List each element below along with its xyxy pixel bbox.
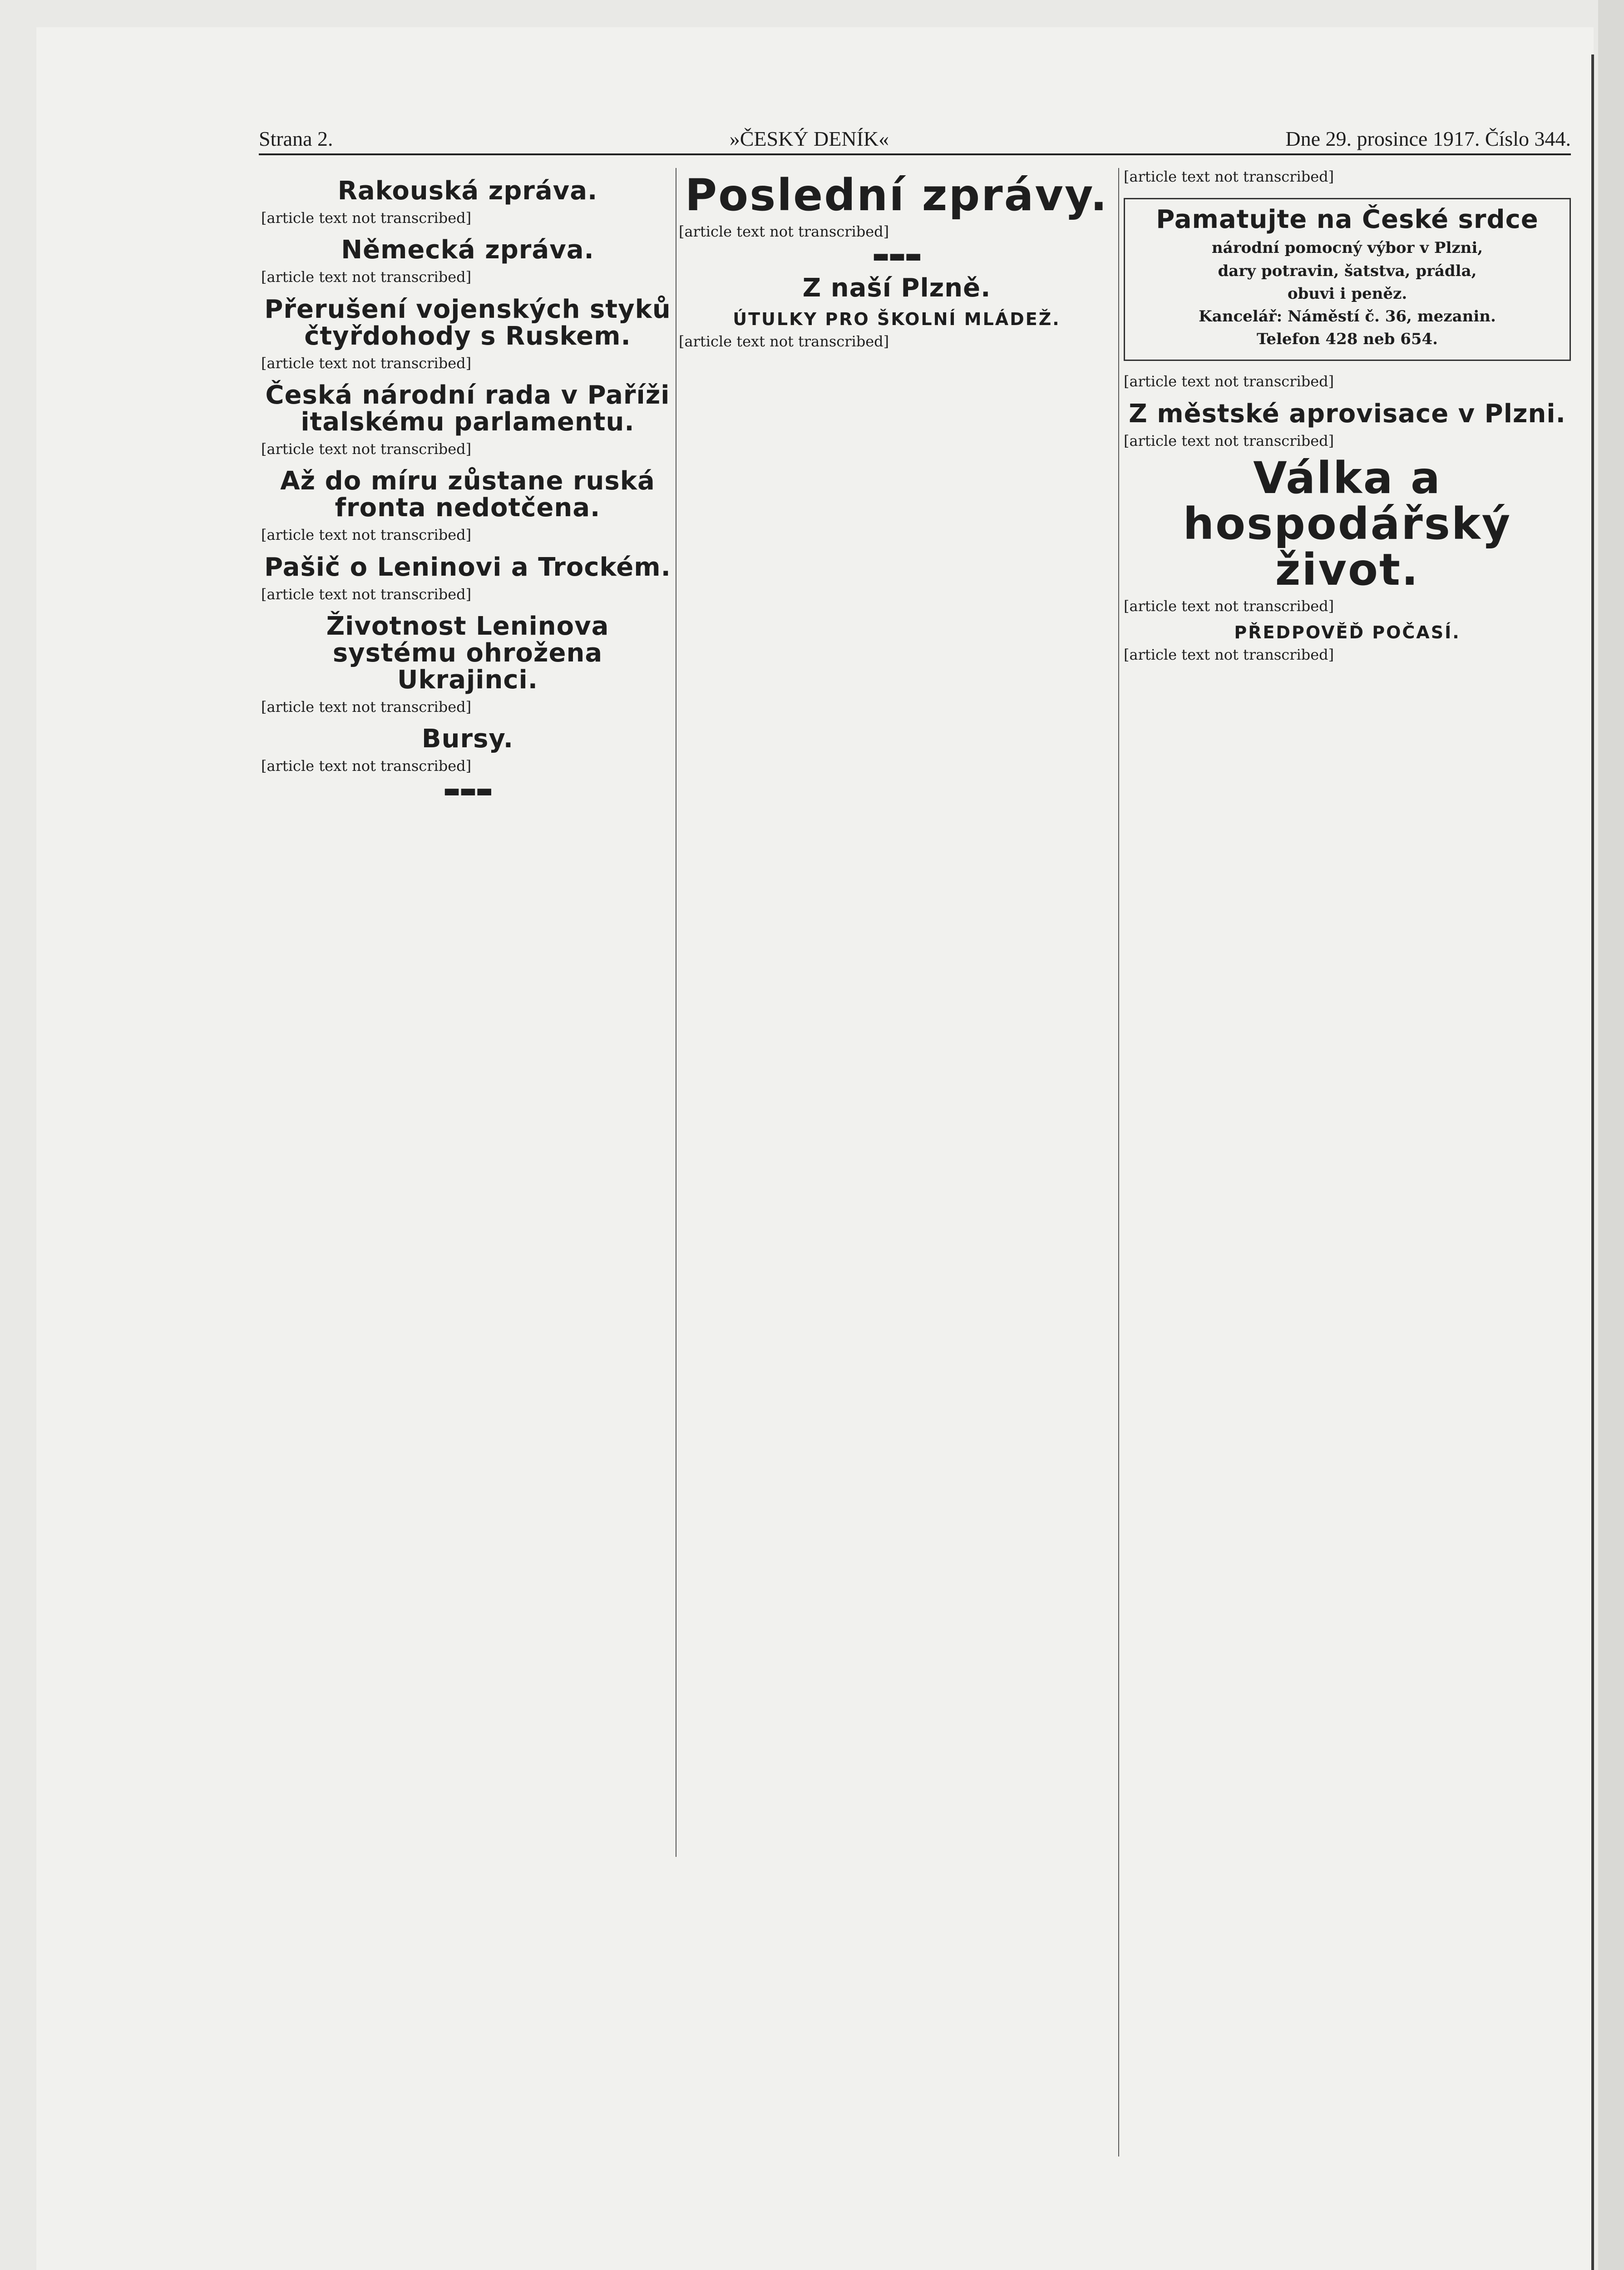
notice-line: dary potravin, šatstva, prádla,	[1218, 262, 1477, 280]
article-headline: Životnost Leninova systému ohrožena Ukrajinci.	[326, 612, 609, 695]
article-paragraph: [article text not transcribed]	[679, 222, 889, 240]
article-headline: Pašič o Leninovi a Trockém.	[264, 552, 671, 582]
article-paragraph: [article text not transcribed]	[261, 526, 472, 544]
article-paragraph: [article text not transcribed]	[1124, 168, 1334, 185]
binding-edge	[1591, 54, 1594, 2270]
section-headline: Poslední zprávy.	[685, 170, 1109, 221]
notice-line: Kancelář: Náměstí č. 36, mezanin.	[1199, 307, 1496, 326]
article-headline: Z naší Plzně.	[802, 273, 991, 303]
article-headline: Německá zpráva.	[341, 235, 594, 265]
section-subheading: PŘEDPOVĚĎ POČASÍ.	[1234, 622, 1461, 643]
column-rule	[1118, 168, 1119, 2156]
article-paragraph: [article text not transcribed]	[261, 268, 472, 286]
article-headline: Česká národní rada v Paříži italskému parlamentu.	[265, 380, 670, 437]
section-subheading: ÚTULKY PRO ŠKOLNÍ MLÁDEŽ.	[733, 309, 1061, 330]
section-headline: Válka a hospodářský život.	[1183, 453, 1512, 595]
article-headline: Rakouská zpráva.	[337, 176, 598, 206]
article-paragraph: [article text not transcribed]	[1124, 597, 1334, 615]
article-paragraph: [article text not transcribed]	[1124, 373, 1334, 390]
article-paragraph: [article text not transcribed]	[261, 698, 472, 716]
column-2	[679, 168, 1115, 2156]
notice-title: Pamatujte na České srdce	[1156, 204, 1539, 234]
article-paragraph: [article text not transcribed]	[1124, 432, 1334, 449]
article-paragraph: [article text not transcribed]	[261, 440, 472, 458]
article-headline: Bursy.	[421, 724, 514, 754]
adjacent-page-edge	[1598, 0, 1624, 2270]
newspaper-title: »ČESKÝ DENÍK«	[729, 127, 889, 150]
column-3	[1124, 168, 1571, 2143]
article-paragraph: [article text not transcribed]	[261, 585, 472, 603]
notice-line: Telefon 428 neb 654.	[1256, 330, 1438, 349]
page-header	[259, 122, 1571, 155]
article-headline: Z městské aprovisace v Plzni.	[1129, 399, 1566, 429]
article-headline: Až do míru zůstane ruská fronta nedotčena.	[280, 466, 655, 523]
divider-ornament: ▬▬▬	[872, 246, 921, 267]
charity-notice-box	[1124, 198, 1571, 361]
issue-date-number: Dne 29. prosince 1917. Číslo 344.	[1285, 127, 1571, 150]
column-1	[261, 168, 674, 1857]
article-headline: Přerušení vojenských styků čtyřdohody s Ruskem.	[264, 294, 671, 351]
article-paragraph: [article text not transcribed]	[261, 757, 472, 775]
article-paragraph: [article text not transcribed]	[261, 209, 472, 227]
article-paragraph: [article text not transcribed]	[679, 333, 889, 350]
article-paragraph: [article text not transcribed]	[261, 354, 472, 372]
divider-ornament: ▬▬▬	[443, 780, 492, 801]
notice-line: obuvi i peněz.	[1287, 284, 1407, 303]
page-number: Strana 2.	[259, 127, 333, 150]
article-paragraph: [article text not transcribed]	[1124, 646, 1334, 664]
notice-line: národní pomocný výbor v Plzni,	[1211, 239, 1483, 257]
